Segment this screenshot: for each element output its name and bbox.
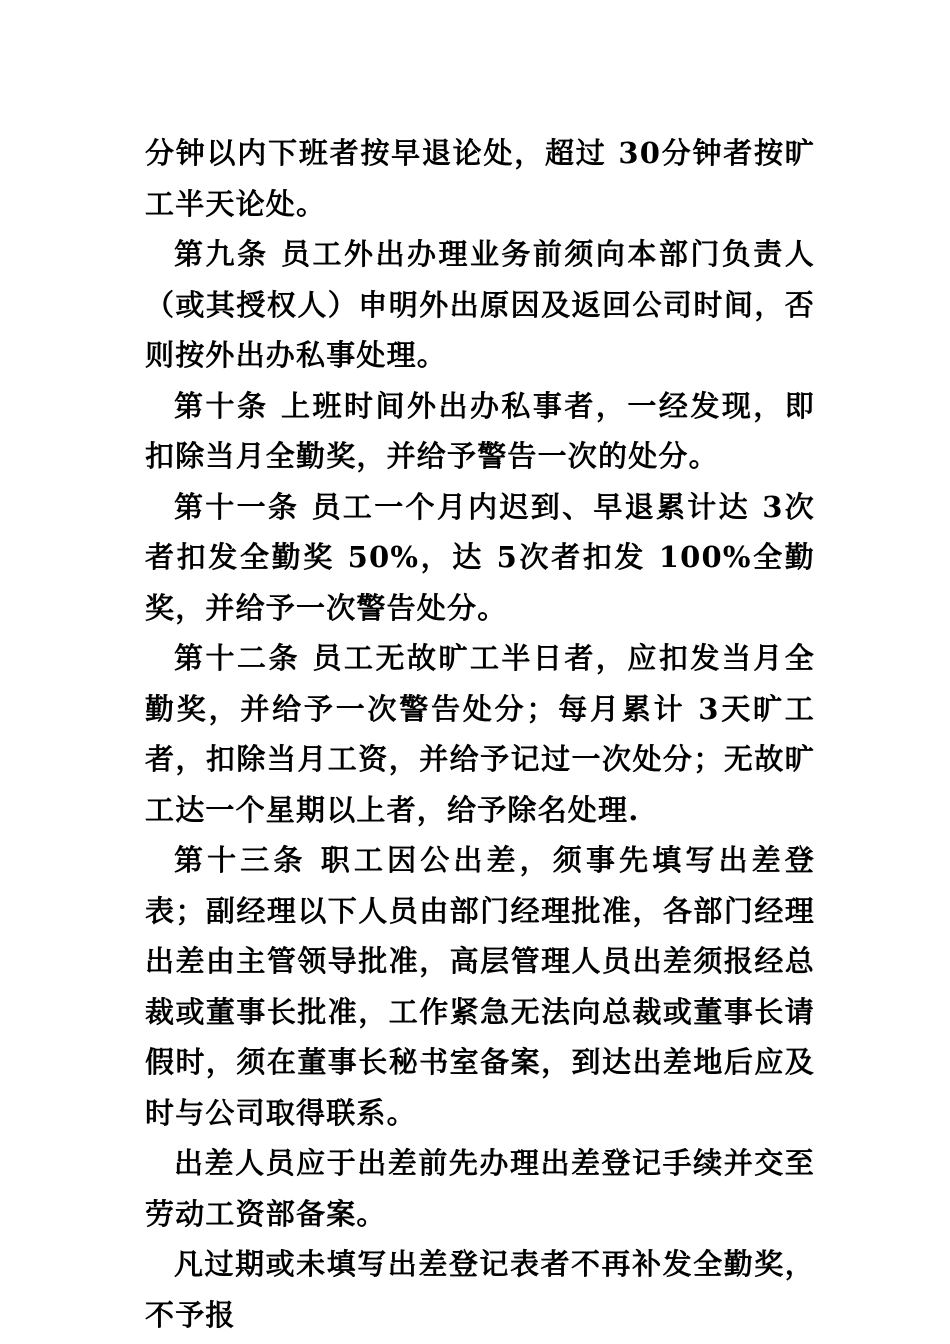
paragraph-article-11: 第十一条 员工一个月内迟到、早退累计达 3次者扣发全勤奖 50%，达 5次者扣发 100%全勤奖，并给予一次警告处分。 (145, 489, 815, 625)
paragraph-business-trip-registration: 出差人员应于出差前先办理出差登记手续并交至劳动工资部备案。 (145, 1146, 815, 1231)
document-page (145, 128, 815, 1340)
paragraph-article-9: 第九条 员工外出办理业务前须向本部门负责人（或其授权人）申明外出原因及返回公司时间，否则按外出办私事处理。 (145, 237, 815, 372)
paragraph-continuation: 分钟以内下班者按早退论处，超过 30分钟者按旷工半天论处。 (145, 136, 815, 221)
paragraph-article-12: 第十二条 员工无故旷工半日者，应扣发当月全勤奖，并给予一次警告处分；每月累计 3天旷工者，扣除当月工资，并给予记过一次处分；无故旷工达一个星期以上者，给予除名处理. (145, 641, 815, 827)
paragraph-article-13: 第十三条 职工因公出差，须事先填写出差登表；副经理以下人员由部门经理批准，各部门经理出差由主管领导批准，高层管理人员出差须报经总裁或董事长批准，工作紧急无法向总裁或董事长请假时，须在董事长秘书室备案，到达出差地后应及时与公司取得联系。 (145, 843, 815, 1130)
paragraph-overdue-registration: 凡过期或未填写出差登记表者不再补发全勤奖，不予报 (145, 1247, 815, 1332)
paragraph-article-10: 第十条 上班时间外出办私事者，一经发现，即扣除当月全勤奖，并给予警告一次的处分。 (145, 388, 815, 473)
